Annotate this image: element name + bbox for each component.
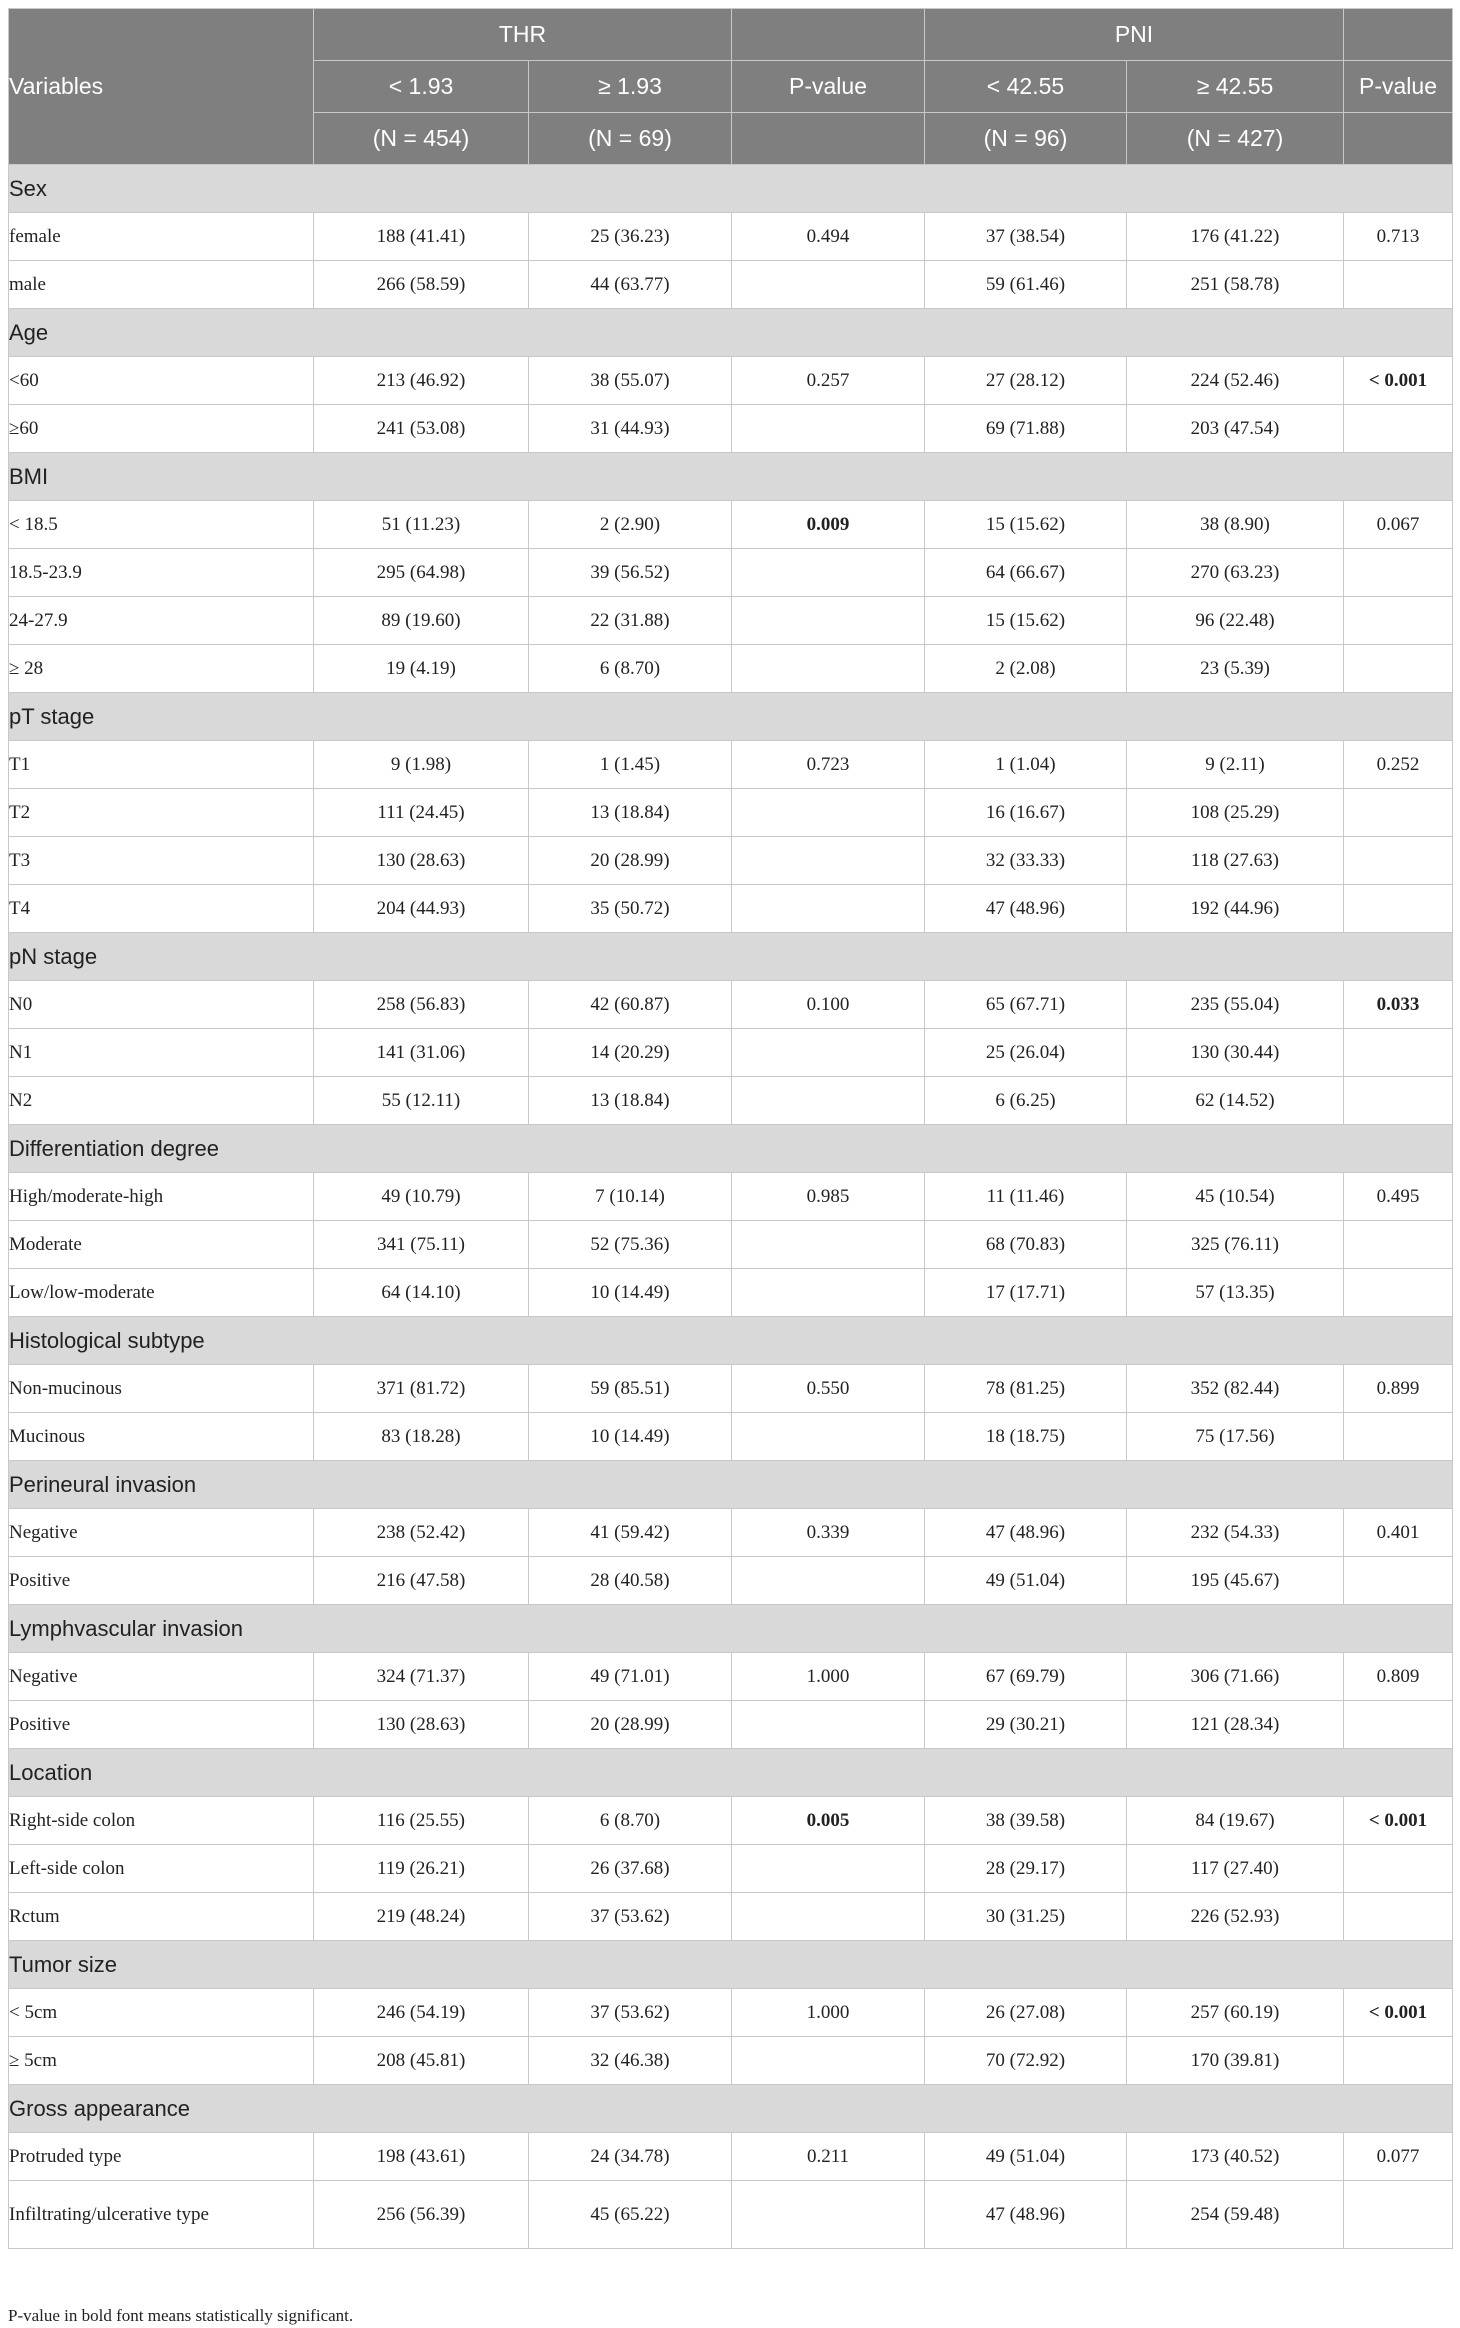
thr-low-cell: 55 (12.11) [314, 1077, 529, 1125]
table-row [9, 2181, 1453, 2249]
pni-high-cell: 23 (5.39) [1127, 645, 1344, 693]
pni-pvalue-cell [1344, 789, 1453, 837]
thr-low-cell: 238 (52.42) [314, 1509, 529, 1557]
row-label: Rctum [9, 1893, 314, 1941]
thr-pvalue-cell: 0.009 [732, 501, 925, 549]
table-row [9, 2133, 1453, 2181]
pni-low-cell: 6 (6.25) [925, 1077, 1127, 1125]
table-row [9, 1509, 1453, 1557]
thr-high-n: (N = 69) [529, 113, 732, 165]
pni-pvalue-cell: 0.899 [1344, 1365, 1453, 1413]
thr-pvalue-cell: 0.339 [732, 1509, 925, 1557]
thr-pvalue-cell [732, 1029, 925, 1077]
group-row [9, 165, 1453, 213]
group-title: pN stage [9, 933, 1453, 981]
thr-high-cell: 28 (40.58) [529, 1557, 732, 1605]
pni-low-cell: 69 (71.88) [925, 405, 1127, 453]
table-row [9, 1269, 1453, 1317]
thr-pvalue-blank [732, 113, 925, 165]
row-label: female [9, 213, 314, 261]
pni-pvalue-cell: 0.401 [1344, 1509, 1453, 1557]
thr-high-cell: 37 (53.62) [529, 1893, 732, 1941]
pni-low-cell: 47 (48.96) [925, 885, 1127, 933]
thr-pvalue-cell [732, 1413, 925, 1461]
row-label: Protruded type [9, 2133, 314, 2181]
pni-pvalue-cell [1344, 1845, 1453, 1893]
pni-pvalue-cell: 0.033 [1344, 981, 1453, 1029]
thr-high-cell: 59 (85.51) [529, 1365, 732, 1413]
pni-pvalue-cell [1344, 885, 1453, 933]
row-label: T2 [9, 789, 314, 837]
thr-high-cell: 22 (31.88) [529, 597, 732, 645]
pni-pvalue-cell: 0.713 [1344, 213, 1453, 261]
table-row [9, 1365, 1453, 1413]
thr-low-cell: 64 (14.10) [314, 1269, 529, 1317]
thr-high-cell: 10 (14.49) [529, 1269, 732, 1317]
thr-header: THR [314, 9, 732, 61]
pni-high-cell: 170 (39.81) [1127, 2037, 1344, 2085]
group-title: Perineural invasion [9, 1461, 1453, 1509]
thr-low-cell: 19 (4.19) [314, 645, 529, 693]
pni-high-cell: 176 (41.22) [1127, 213, 1344, 261]
row-label: 18.5-23.9 [9, 549, 314, 597]
pni-high-cell: 195 (45.67) [1127, 1557, 1344, 1605]
pni-pvalue-cell: < 0.001 [1344, 1797, 1453, 1845]
table-row [9, 357, 1453, 405]
pni-pvalue-cell [1344, 1701, 1453, 1749]
pni-low-cell: 15 (15.62) [925, 501, 1127, 549]
pni-low-cell: 70 (72.92) [925, 2037, 1127, 2085]
row-label: Low/low-moderate [9, 1269, 314, 1317]
thr-high-cell: 20 (28.99) [529, 837, 732, 885]
thr-high-cell: 31 (44.93) [529, 405, 732, 453]
pni-high-cell: 130 (30.44) [1127, 1029, 1344, 1077]
pni-header: PNI [925, 9, 1344, 61]
thr-pvalue-cell: 0.257 [732, 357, 925, 405]
group-title: Tumor size [9, 1941, 1453, 1989]
group-title: BMI [9, 453, 1453, 501]
thr-low-cell: 256 (56.39) [314, 2181, 529, 2249]
group-title: Age [9, 309, 1453, 357]
pni-high-cell: 121 (28.34) [1127, 1701, 1344, 1749]
pni-high-cell: 75 (17.56) [1127, 1413, 1344, 1461]
table-row [9, 1077, 1453, 1125]
pni-low-cell: 64 (66.67) [925, 549, 1127, 597]
thr-high-cell: 7 (10.14) [529, 1173, 732, 1221]
table-row [9, 1173, 1453, 1221]
pni-low-cell: 49 (51.04) [925, 2133, 1127, 2181]
thr-high-cell: 26 (37.68) [529, 1845, 732, 1893]
pni-pvalue-cell [1344, 2181, 1453, 2249]
pni-high-cell: 96 (22.48) [1127, 597, 1344, 645]
row-label: ≥ 5cm [9, 2037, 314, 2085]
pni-pvalue-header: P-value [1344, 61, 1453, 113]
pni-high-cell: 108 (25.29) [1127, 789, 1344, 837]
pni-pvalue-cell [1344, 1893, 1453, 1941]
table-row [9, 885, 1453, 933]
row-label: Non-mucinous [9, 1365, 314, 1413]
thr-blank-header [732, 9, 925, 61]
pni-low-cell: 18 (18.75) [925, 1413, 1127, 1461]
table-body [9, 165, 1453, 2249]
thr-high-cell: 14 (20.29) [529, 1029, 732, 1077]
pni-pvalue-cell [1344, 549, 1453, 597]
thr-high-cell: 6 (8.70) [529, 1797, 732, 1845]
thr-pvalue-cell [732, 789, 925, 837]
thr-high-cell: 52 (75.36) [529, 1221, 732, 1269]
thr-pvalue-cell [732, 885, 925, 933]
row-label: Mucinous [9, 1413, 314, 1461]
pni-high-cell: 235 (55.04) [1127, 981, 1344, 1029]
thr-pvalue-cell [732, 1557, 925, 1605]
group-row [9, 2085, 1453, 2133]
pni-low-cell: 38 (39.58) [925, 1797, 1127, 1845]
pni-high-cell: 325 (76.11) [1127, 1221, 1344, 1269]
thr-pvalue-cell [732, 1269, 925, 1317]
row-label: High/moderate-high [9, 1173, 314, 1221]
pni-high-cell: 173 (40.52) [1127, 2133, 1344, 2181]
pni-high-n: (N = 427) [1127, 113, 1344, 165]
thr-low-cell: 219 (48.24) [314, 1893, 529, 1941]
group-row [9, 1941, 1453, 1989]
thr-low-n: (N = 454) [314, 113, 529, 165]
group-title: pT stage [9, 693, 1453, 741]
group-row [9, 309, 1453, 357]
table-row [9, 501, 1453, 549]
thr-high-cell: 41 (59.42) [529, 1509, 732, 1557]
pni-low-cell: 67 (69.79) [925, 1653, 1127, 1701]
thr-low-cell: 130 (28.63) [314, 837, 529, 885]
group-row [9, 933, 1453, 981]
row-label: ≥60 [9, 405, 314, 453]
thr-low-cell: 130 (28.63) [314, 1701, 529, 1749]
group-title: Lymphvascular invasion [9, 1605, 1453, 1653]
table-row [9, 261, 1453, 309]
thr-pvalue-cell: 1.000 [732, 1653, 925, 1701]
thr-pvalue-cell: 0.211 [732, 2133, 925, 2181]
pni-low-cell: 15 (15.62) [925, 597, 1127, 645]
table-row [9, 213, 1453, 261]
group-title: Location [9, 1749, 1453, 1797]
thr-high-cell: 42 (60.87) [529, 981, 732, 1029]
row-label: Left-side colon [9, 1845, 314, 1893]
table-row [9, 1221, 1453, 1269]
pni-blank-header [1344, 9, 1453, 61]
thr-pvalue-cell: 0.005 [732, 1797, 925, 1845]
thr-low-cell: 198 (43.61) [314, 2133, 529, 2181]
row-label: N1 [9, 1029, 314, 1077]
pni-high-cell: 251 (58.78) [1127, 261, 1344, 309]
thr-pvalue-header: P-value [732, 61, 925, 113]
row-label: N0 [9, 981, 314, 1029]
thr-pvalue-cell [732, 1221, 925, 1269]
table-row [9, 1845, 1453, 1893]
pni-low-cell: 68 (70.83) [925, 1221, 1127, 1269]
pni-high-cell: 192 (44.96) [1127, 885, 1344, 933]
table-row [9, 1413, 1453, 1461]
pni-pvalue-cell: 0.077 [1344, 2133, 1453, 2181]
thr-low-cell: 188 (41.41) [314, 213, 529, 261]
thr-high-cell: 24 (34.78) [529, 2133, 732, 2181]
pni-low-cell: 2 (2.08) [925, 645, 1127, 693]
thr-low-cell: 119 (26.21) [314, 1845, 529, 1893]
footnote: P-value in bold font means statistically significant. [8, 2306, 354, 2325]
table-row [9, 1989, 1453, 2037]
thr-high-cell: 13 (18.84) [529, 789, 732, 837]
pni-high-cell: 38 (8.90) [1127, 501, 1344, 549]
pni-pvalue-cell [1344, 1557, 1453, 1605]
pni-pvalue-cell: 0.252 [1344, 741, 1453, 789]
pni-low-cell: 25 (26.04) [925, 1029, 1127, 1077]
row-label: T3 [9, 837, 314, 885]
thr-pvalue-cell [732, 2181, 925, 2249]
thr-low-cell: 216 (47.58) [314, 1557, 529, 1605]
pni-pvalue-cell [1344, 597, 1453, 645]
thr-low-cell: 141 (31.06) [314, 1029, 529, 1077]
pni-low-cell: 28 (29.17) [925, 1845, 1127, 1893]
thr-pvalue-cell [732, 597, 925, 645]
thr-pvalue-cell [732, 1845, 925, 1893]
thr-pvalue-cell [732, 261, 925, 309]
pni-low-header: < 42.55 [925, 61, 1127, 113]
pni-pvalue-cell [1344, 1077, 1453, 1125]
thr-low-cell: 51 (11.23) [314, 501, 529, 549]
pni-low-cell: 32 (33.33) [925, 837, 1127, 885]
pni-high-cell: 224 (52.46) [1127, 357, 1344, 405]
pni-high-cell: 232 (54.33) [1127, 1509, 1344, 1557]
group-title: Sex [9, 165, 1453, 213]
row-label: Positive [9, 1557, 314, 1605]
row-label: Right-side colon [9, 1797, 314, 1845]
pni-low-cell: 27 (28.12) [925, 357, 1127, 405]
pni-low-cell: 47 (48.96) [925, 2181, 1127, 2249]
thr-low-cell: 213 (46.92) [314, 357, 529, 405]
group-row [9, 1125, 1453, 1173]
table-row [9, 1701, 1453, 1749]
pni-high-cell: 118 (27.63) [1127, 837, 1344, 885]
thr-pvalue-cell: 0.100 [732, 981, 925, 1029]
thr-pvalue-cell [732, 2037, 925, 2085]
thr-high-cell: 10 (14.49) [529, 1413, 732, 1461]
table-row [9, 645, 1453, 693]
group-row [9, 1749, 1453, 1797]
thr-low-cell: 258 (56.83) [314, 981, 529, 1029]
thr-high-cell: 44 (63.77) [529, 261, 732, 309]
group-row [9, 1317, 1453, 1365]
thr-high-cell: 37 (53.62) [529, 1989, 732, 2037]
thr-low-cell: 83 (18.28) [314, 1413, 529, 1461]
pni-high-cell: 203 (47.54) [1127, 405, 1344, 453]
pni-low-cell: 11 (11.46) [925, 1173, 1127, 1221]
pni-low-cell: 1 (1.04) [925, 741, 1127, 789]
pni-pvalue-cell: 0.495 [1344, 1173, 1453, 1221]
pni-pvalue-cell [1344, 2037, 1453, 2085]
table-row [9, 1797, 1453, 1845]
thr-high-cell: 13 (18.84) [529, 1077, 732, 1125]
thr-high-cell: 2 (2.90) [529, 501, 732, 549]
pni-high-cell: 226 (52.93) [1127, 1893, 1344, 1941]
thr-low-cell: 246 (54.19) [314, 1989, 529, 2037]
thr-high-cell: 32 (46.38) [529, 2037, 732, 2085]
thr-low-cell: 204 (44.93) [314, 885, 529, 933]
pni-pvalue-cell [1344, 645, 1453, 693]
row-label: Infiltrating/ulcerative type [9, 2181, 314, 2249]
pni-low-cell: 49 (51.04) [925, 1557, 1127, 1605]
thr-low-cell: 9 (1.98) [314, 741, 529, 789]
thr-low-cell: 208 (45.81) [314, 2037, 529, 2085]
pni-low-cell: 37 (38.54) [925, 213, 1127, 261]
row-label: < 5cm [9, 1989, 314, 2037]
pni-high-cell: 62 (14.52) [1127, 1077, 1344, 1125]
variables-header: Variables [9, 9, 314, 165]
pni-low-cell: 59 (61.46) [925, 261, 1127, 309]
row-label: N2 [9, 1077, 314, 1125]
pni-low-cell: 30 (31.25) [925, 1893, 1127, 1941]
thr-high-cell: 49 (71.01) [529, 1653, 732, 1701]
pni-pvalue-cell [1344, 1029, 1453, 1077]
pni-high-cell: 9 (2.11) [1127, 741, 1344, 789]
pni-pvalue-cell: 0.809 [1344, 1653, 1453, 1701]
table-row [9, 789, 1453, 837]
row-label: Moderate [9, 1221, 314, 1269]
pni-pvalue-cell [1344, 1413, 1453, 1461]
pni-pvalue-cell: 0.067 [1344, 501, 1453, 549]
table-row [9, 405, 1453, 453]
group-row [9, 453, 1453, 501]
table-row [9, 1893, 1453, 1941]
thr-high-cell: 6 (8.70) [529, 645, 732, 693]
thr-low-cell: 341 (75.11) [314, 1221, 529, 1269]
thr-pvalue-cell [732, 1701, 925, 1749]
table-header [9, 9, 1453, 165]
thr-high-cell: 38 (55.07) [529, 357, 732, 405]
pni-high-cell: 84 (19.67) [1127, 1797, 1344, 1845]
pni-pvalue-blank [1344, 113, 1453, 165]
thr-low-cell: 111 (24.45) [314, 789, 529, 837]
pni-high-cell: 352 (82.44) [1127, 1365, 1344, 1413]
group-row [9, 1461, 1453, 1509]
row-label: Negative [9, 1509, 314, 1557]
pni-pvalue-cell [1344, 837, 1453, 885]
thr-low-cell: 116 (25.55) [314, 1797, 529, 1845]
pni-pvalue-cell: < 0.001 [1344, 357, 1453, 405]
row-label: male [9, 261, 314, 309]
row-label: T1 [9, 741, 314, 789]
row-label: ≥ 28 [9, 645, 314, 693]
pni-high-cell: 117 (27.40) [1127, 1845, 1344, 1893]
thr-pvalue-cell [732, 837, 925, 885]
table-row [9, 837, 1453, 885]
pni-low-cell: 78 (81.25) [925, 1365, 1127, 1413]
thr-pvalue-cell: 0.985 [732, 1173, 925, 1221]
pni-low-cell: 26 (27.08) [925, 1989, 1127, 2037]
thr-low-header: < 1.93 [314, 61, 529, 113]
pni-low-cell: 16 (16.67) [925, 789, 1127, 837]
thr-pvalue-cell: 0.550 [732, 1365, 925, 1413]
thr-low-cell: 371 (81.72) [314, 1365, 529, 1413]
thr-pvalue-cell [732, 645, 925, 693]
pni-high-cell: 257 (60.19) [1127, 1989, 1344, 2037]
pni-high-cell: 254 (59.48) [1127, 2181, 1344, 2249]
table-row [9, 549, 1453, 597]
table-row [9, 1557, 1453, 1605]
pni-low-n: (N = 96) [925, 113, 1127, 165]
pni-high-header: ≥ 42.55 [1127, 61, 1344, 113]
thr-pvalue-cell [732, 1893, 925, 1941]
thr-pvalue-cell: 1.000 [732, 1989, 925, 2037]
group-row [9, 693, 1453, 741]
pni-pvalue-cell: < 0.001 [1344, 1989, 1453, 2037]
row-label: <60 [9, 357, 314, 405]
thr-pvalue-cell: 0.494 [732, 213, 925, 261]
thr-pvalue-cell [732, 549, 925, 597]
pni-pvalue-cell [1344, 261, 1453, 309]
pni-pvalue-cell [1344, 1221, 1453, 1269]
table-row [9, 597, 1453, 645]
table-row [9, 741, 1453, 789]
thr-high-cell: 45 (65.22) [529, 2181, 732, 2249]
thr-low-cell: 89 (19.60) [314, 597, 529, 645]
pni-low-cell: 17 (17.71) [925, 1269, 1127, 1317]
row-label: Positive [9, 1701, 314, 1749]
pni-high-cell: 306 (71.66) [1127, 1653, 1344, 1701]
thr-low-cell: 241 (53.08) [314, 405, 529, 453]
thr-high-cell: 35 (50.72) [529, 885, 732, 933]
table-row [9, 981, 1453, 1029]
pni-pvalue-cell [1344, 1269, 1453, 1317]
thr-high-header: ≥ 1.93 [529, 61, 732, 113]
pni-low-cell: 29 (30.21) [925, 1701, 1127, 1749]
row-label: Negative [9, 1653, 314, 1701]
thr-low-cell: 49 (10.79) [314, 1173, 529, 1221]
pni-pvalue-cell [1344, 405, 1453, 453]
pni-high-cell: 57 (13.35) [1127, 1269, 1344, 1317]
thr-pvalue-cell [732, 1077, 925, 1125]
group-row [9, 1605, 1453, 1653]
pni-low-cell: 47 (48.96) [925, 1509, 1127, 1557]
thr-high-cell: 25 (36.23) [529, 213, 732, 261]
thr-low-cell: 266 (58.59) [314, 261, 529, 309]
row-label: < 18.5 [9, 501, 314, 549]
thr-high-cell: 1 (1.45) [529, 741, 732, 789]
table-row [9, 2037, 1453, 2085]
thr-pvalue-cell: 0.723 [732, 741, 925, 789]
pni-low-cell: 65 (67.71) [925, 981, 1127, 1029]
pni-high-cell: 270 (63.23) [1127, 549, 1344, 597]
row-label: T4 [9, 885, 314, 933]
pni-high-cell: 45 (10.54) [1127, 1173, 1344, 1221]
data-table [8, 8, 1453, 2249]
group-title: Differentiation degree [9, 1125, 1453, 1173]
group-title: Gross appearance [9, 2085, 1453, 2133]
thr-low-cell: 324 (71.37) [314, 1653, 529, 1701]
table-row [9, 1653, 1453, 1701]
thr-high-cell: 20 (28.99) [529, 1701, 732, 1749]
thr-high-cell: 39 (56.52) [529, 549, 732, 597]
thr-pvalue-cell [732, 405, 925, 453]
table-row [9, 1029, 1453, 1077]
thr-low-cell: 295 (64.98) [314, 549, 529, 597]
group-title: Histological subtype [9, 1317, 1453, 1365]
row-label: 24-27.9 [9, 597, 314, 645]
